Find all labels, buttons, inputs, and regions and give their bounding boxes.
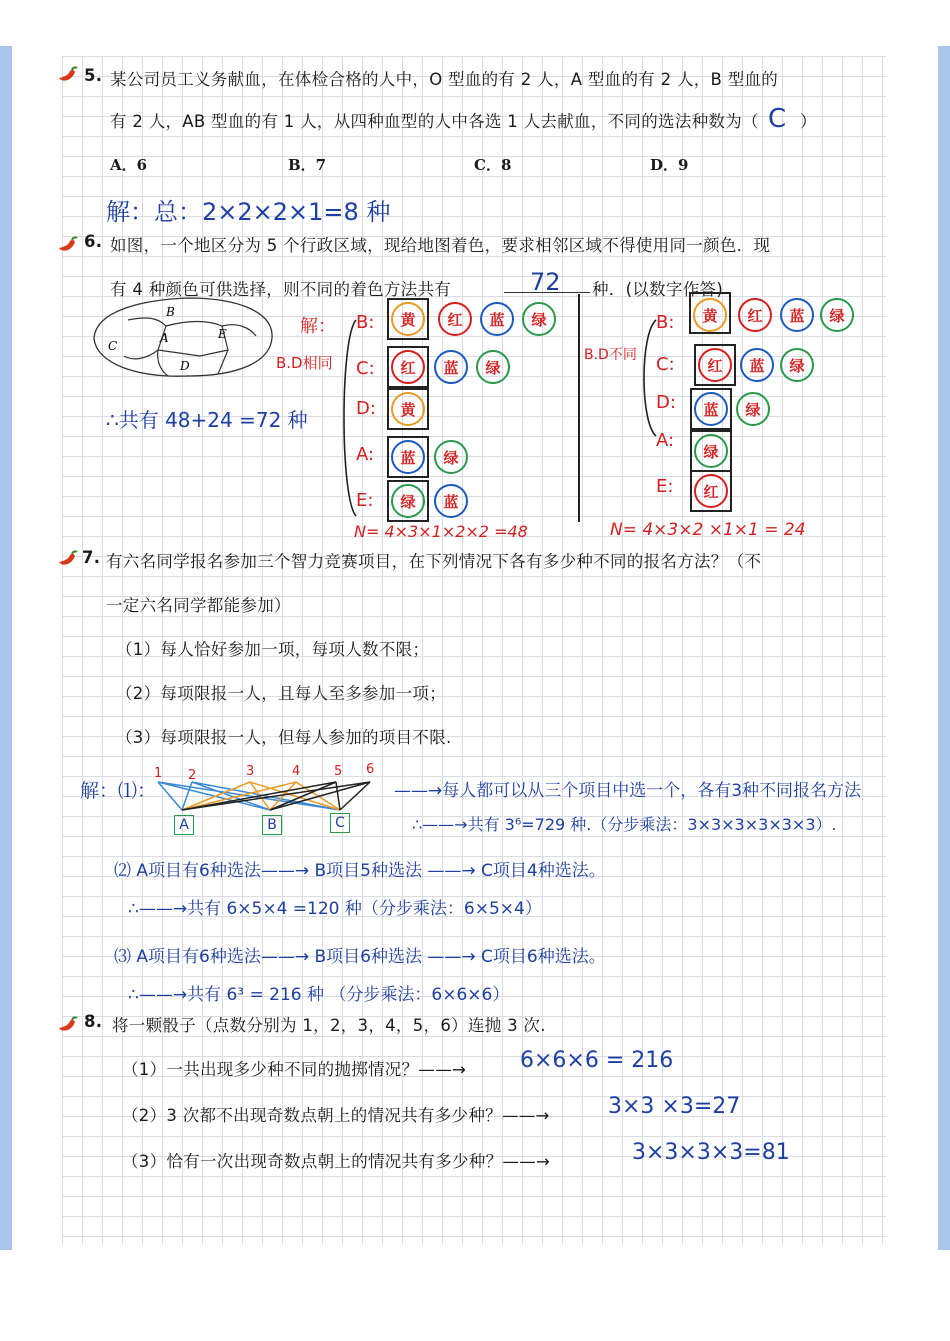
- q6-number: 6.: [84, 232, 103, 251]
- q8-item-2: （2）3 次都不出现奇数点朝上的情况共有多少种？——→: [122, 1106, 550, 1125]
- q5-line1: 某公司员工义务献血，在体检合格的人中，O 型血的有 2 人，A 型血的有 2 人，B 型血的: [110, 70, 779, 89]
- q8-item-1: （1）一共出现多少种不同的抛掷情况？——→: [122, 1060, 467, 1079]
- q6-jie: 解：: [300, 316, 336, 337]
- q6-case2-label: B.D不同: [584, 347, 637, 363]
- q6-line1: 如图，一个地区分为 5 个行政区域，现给地图着色，要求相邻区域不得使用同一颜色．现: [110, 236, 771, 255]
- q8-answer-3: 3×3×3×3=81: [632, 1140, 790, 1165]
- map-label-d: D: [180, 359, 190, 373]
- q7-hw1b: ∴——→共有 3⁶=729 种.（分步乘法：3×3×3×3×3×3）.: [412, 815, 837, 834]
- color-blue: 蓝: [740, 348, 774, 382]
- case1-region-a: A:: [356, 444, 375, 465]
- q5-close-paren: ）: [800, 112, 817, 131]
- q6-line2a: 有 4 种颜色可供选择，则不同的着色方法共有: [110, 280, 452, 299]
- chili-pepper-icon: [56, 236, 78, 254]
- project-c: C: [330, 813, 350, 833]
- q5-option-a: A．6: [110, 156, 148, 174]
- q5-answer: C: [768, 104, 787, 134]
- q7-number: 7.: [82, 548, 101, 567]
- q7-hw1a: ——→每人都可以从三个项目中选一个，各有3种不同报名方法: [394, 781, 862, 801]
- person-5: 5: [334, 764, 343, 779]
- q5-number: 5.: [84, 66, 103, 85]
- case2-region-d: D:: [656, 392, 676, 413]
- case2-region-c: C:: [656, 354, 675, 375]
- color-red: 红: [698, 348, 732, 382]
- color-yellow: 黄: [391, 392, 425, 426]
- q6-case1-label: B.D相同: [276, 354, 333, 372]
- person-3: 3: [246, 764, 255, 779]
- q5-line2: 有 2 人，AB 型血的有 1 人，从四种血型的人中各选 1 人去献血，不同的选法种数为（: [110, 112, 759, 131]
- q7-hw2a: ⑵ A项目有6种选法——→ B项目5种选法 ——→ C项目4种选法。: [114, 861, 606, 881]
- case1-brace: [336, 318, 358, 518]
- color-green: 绿: [694, 434, 728, 468]
- case-divider: [578, 294, 580, 522]
- color-yellow: 黄: [391, 302, 425, 336]
- color-green: 绿: [476, 350, 510, 384]
- color-red: 红: [738, 298, 772, 332]
- case1-region-c: C:: [356, 358, 375, 379]
- q5-handwritten-solution: 解：总：2×2×2×1=8 种: [106, 198, 391, 226]
- color-red: 红: [694, 474, 728, 508]
- map-label-b: B: [166, 305, 175, 319]
- case2-brace: [636, 318, 658, 438]
- color-red: 红: [438, 302, 472, 336]
- case1-formula: N= 4×3×1×2×2 =48: [354, 522, 528, 541]
- color-blue: 蓝: [391, 440, 425, 474]
- color-blue: 蓝: [434, 484, 468, 518]
- person-2: 2: [188, 768, 197, 783]
- color-yellow: 黄: [693, 298, 727, 332]
- chili-pepper-icon: [56, 550, 78, 568]
- color-blue: 蓝: [480, 302, 514, 336]
- chili-pepper-icon: [56, 66, 78, 84]
- case1-region-e: E:: [356, 490, 374, 511]
- q7-jie: 解：⑴：: [80, 780, 157, 802]
- color-green: 绿: [780, 348, 814, 382]
- q5-option-d: D．9: [650, 156, 689, 174]
- map-label-c: C: [108, 339, 118, 353]
- right-margin-strip: [938, 46, 950, 1250]
- q7-item-3: （3）每项限报一人，但每人参加的项目不限.: [116, 728, 452, 747]
- color-red: 红: [391, 350, 425, 384]
- project-b: B: [262, 815, 282, 835]
- q7-line1: 有六名同学报名参加三个智力竞赛项目，在下列情况下各有多少种不同的报名方法？（不: [106, 552, 762, 571]
- assignment-lines-diagram: [150, 770, 390, 816]
- q8-number: 8.: [84, 1012, 103, 1031]
- q7-item-1: （1）每人恰好参加一项，每项人数不限；: [116, 640, 430, 659]
- color-green: 绿: [434, 440, 468, 474]
- color-green: 绿: [736, 392, 770, 426]
- q8-answer-1: 6×6×6 = 216: [520, 1048, 674, 1073]
- color-green: 绿: [522, 302, 556, 336]
- person-1: 1: [154, 766, 163, 781]
- left-margin-strip: [0, 46, 12, 1250]
- q7-line2: 一定六名同学都能参加）: [106, 596, 291, 615]
- color-blue: 蓝: [780, 298, 814, 332]
- case1-region-d: D:: [356, 398, 376, 419]
- q7-hw3b: ∴——→共有 6³ = 216 种 （分步乘法：6×6×6）: [128, 985, 510, 1005]
- q7-hw2b: ∴——→共有 6×5×4 =120 种（分步乘法：6×5×4）: [128, 899, 542, 919]
- q6-line2b: 种．(以数字作答): [592, 280, 724, 299]
- q7-hw3a: ⑶ A项目有6种选法——→ B项目6种选法 ——→ C项目6种选法。: [114, 947, 606, 967]
- map-label-e: E: [218, 327, 227, 341]
- color-blue: 蓝: [434, 350, 468, 384]
- color-green: 绿: [820, 298, 854, 332]
- person-6: 6: [366, 762, 375, 777]
- region-map-figure: [88, 292, 280, 384]
- case2-region-b: B:: [656, 312, 675, 333]
- case2-formula: N= 4×3×2 ×1×1 = 24: [610, 520, 806, 540]
- color-green: 绿: [391, 484, 425, 518]
- q7-item-2: （2）每项限报一人，且每人至多参加一项；: [116, 684, 446, 703]
- case2-region-a: A:: [656, 430, 675, 451]
- project-a: A: [174, 815, 194, 835]
- person-4: 4: [292, 764, 301, 779]
- q8-answer-2: 3×3 ×3=27: [608, 1094, 741, 1119]
- q5-option-c: C．8: [474, 156, 512, 174]
- color-blue: 蓝: [694, 392, 728, 426]
- q8-item-3: （3）恰有一次出现奇数点朝上的情况共有多少种？——→: [122, 1152, 551, 1171]
- q8-line1: 将一颗骰子（点数分别为 1，2，3，4，5，6）连抛 3 次.: [112, 1016, 546, 1035]
- chili-pepper-icon: [56, 1016, 78, 1034]
- case1-region-b: B:: [356, 312, 375, 333]
- q6-answer: 72: [530, 268, 561, 296]
- q6-total: ∴共有 48+24 =72 种: [106, 408, 308, 432]
- case2-region-e: E:: [656, 476, 674, 497]
- q5-option-b: B．7: [288, 156, 327, 174]
- map-label-a: A: [160, 331, 169, 345]
